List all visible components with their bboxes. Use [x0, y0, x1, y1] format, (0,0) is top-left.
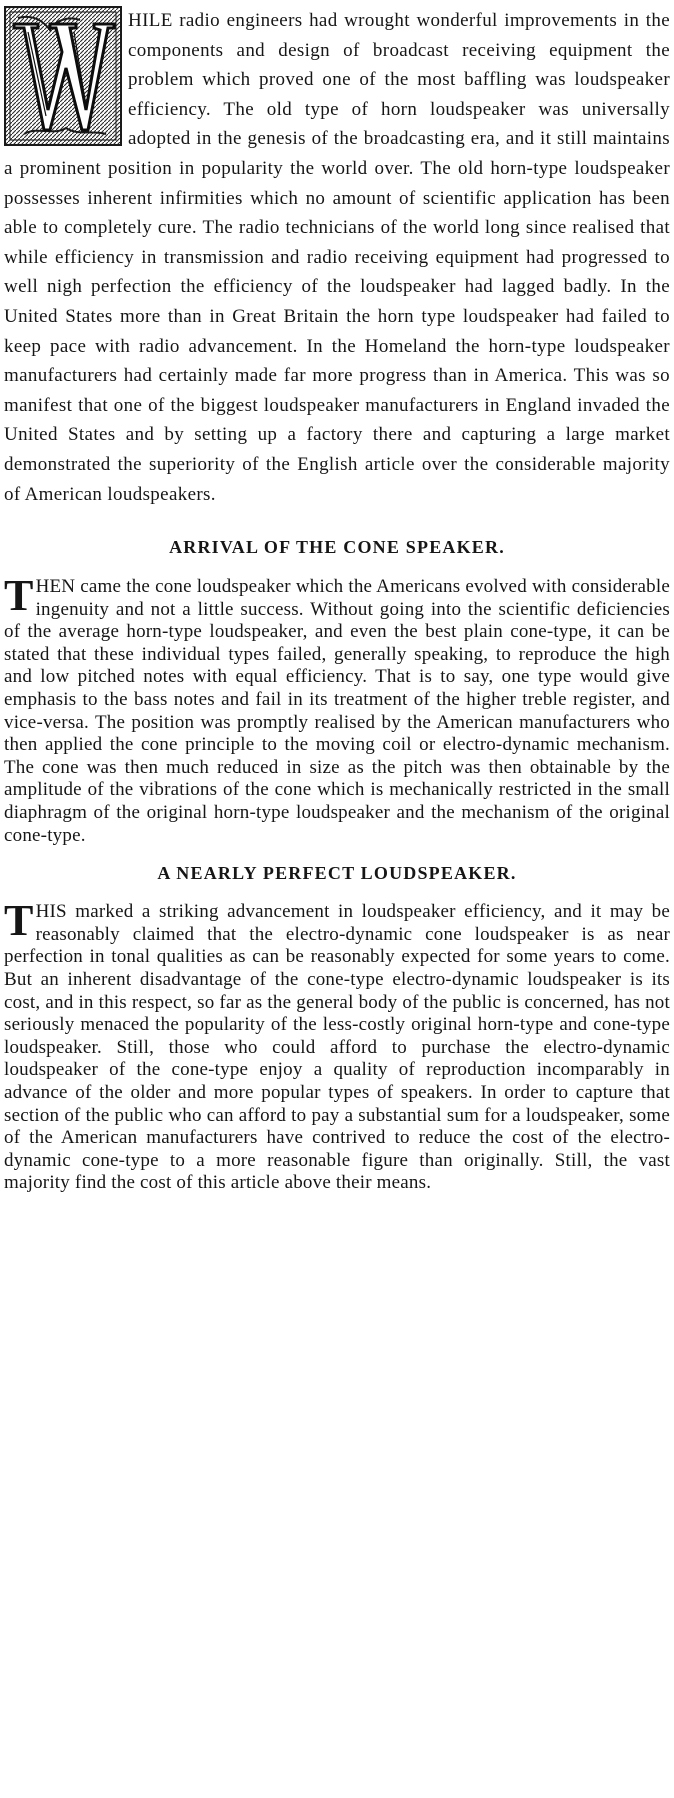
section-heading-perfect-loudspeaker: A NEARLY PERFECT LOUDSPEAKER.	[157, 863, 517, 884]
section-perfect-loudspeaker-paragraph	[4, 896, 670, 1195]
lead-letter: T	[4, 896, 34, 946]
intro-section	[4, 6, 670, 509]
section-cone-speaker	[4, 571, 670, 847]
lead-word: HIS	[35, 901, 67, 923]
intro-paragraph: HILE radio engineers had wrought wonderful improvements in the components and design of broadcast receiving equipment the problem which proved one of the most baffling was loudspeaker efficiency. The old type of horn loudspeaker was universally adopted in the genesis of the broadcasting era, and it still maintains a prominent position in popularity the world over. The old horn-type loudspeaker possesses inherent infirmities which no amount of scientific application has been able to completely cure. The radio technicians of the world long since realised that while efficiency in transmission and radio receiving equipment had progressed to well nigh perfection the efficiency of the loudspeaker had lagged badly. In the United States more than in Great Britain the horn type loudspeaker had failed to keep pace with radio advancement. In the Homeland the horn-type loudspeaker manufacturers had certainly made far more progress than in America. This was so manifest that one of the biggest loudspeaker manufacturers in England invaded the United States and by setting up a factory there and capturing a large market demonstrated the superiority of the English article over the considerable majority of American loudspeakers.	[4, 10, 670, 505]
paragraph-text: marked a striking advancement in loudspeaker efficiency, and it may be reasonably claimed that the electro-dynamic cone loudspeaker is as near perfection in tonal qualities as can be reasonably expected for some years to come. But an inherent disadvantage of the cone-type electro-dynamic loudspeaker is its cost, and in this respect, so far as the general body of the public is concerned, has not seriously menaced the popularity of the less-costly original horn-type and cone-type loudspeaker. Still, those who could afford to purchase the electro-dynamic loudspeaker of the cone-type enjoy a quality of reproduction incomparably in advance of the older and more popular types of speakers. In order to capture that section of the public who can afford to pay a substantial sum for a loudspeaker, some of the American manufacturers have contrived to reduce the cost of the electro-dynamic cone-type to a more reasonable figure than originally. Still, the vast majority find the cost of this article above their means.	[4, 901, 670, 1194]
section-perfect-loudspeaker	[4, 896, 670, 1195]
section-cone-speaker-paragraph	[4, 571, 670, 847]
lead-letter: T	[4, 571, 34, 621]
article-body	[4, 6, 670, 1195]
paragraph-text: came the cone loudspeaker which the Americans evolved with considerable ingenuity and not a little success. Without going into the scientific deficiencies of the average horn-type loudspeaker, and even the best plain cone-type, it can be stated that these individual types failed, generally speaking, to reproduce the high and low pitched notes with equal efficiency. That is to say, one type would give emphasis to the bass notes and fail in its treatment of the higher treble register, and vice-versa. The position was promptly realised by the American manufacturers who then applied the cone principle to the moving coil or electro-dynamic mechanism. The cone was then much reduced in size as the pitch was then obtainable by the amplitude of the vibrations of the cone which is mechanically restricted in the small diaphragm of the original horn-type loudspeaker and the mechanism of the original cone-type.	[4, 576, 670, 846]
lead-word: HEN	[35, 576, 76, 598]
dropcap-w-image	[4, 6, 122, 146]
section-heading-cone-speaker: ARRIVAL OF THE CONE SPEAKER.	[169, 537, 505, 558]
ornamental-dropcap	[4, 6, 122, 146]
